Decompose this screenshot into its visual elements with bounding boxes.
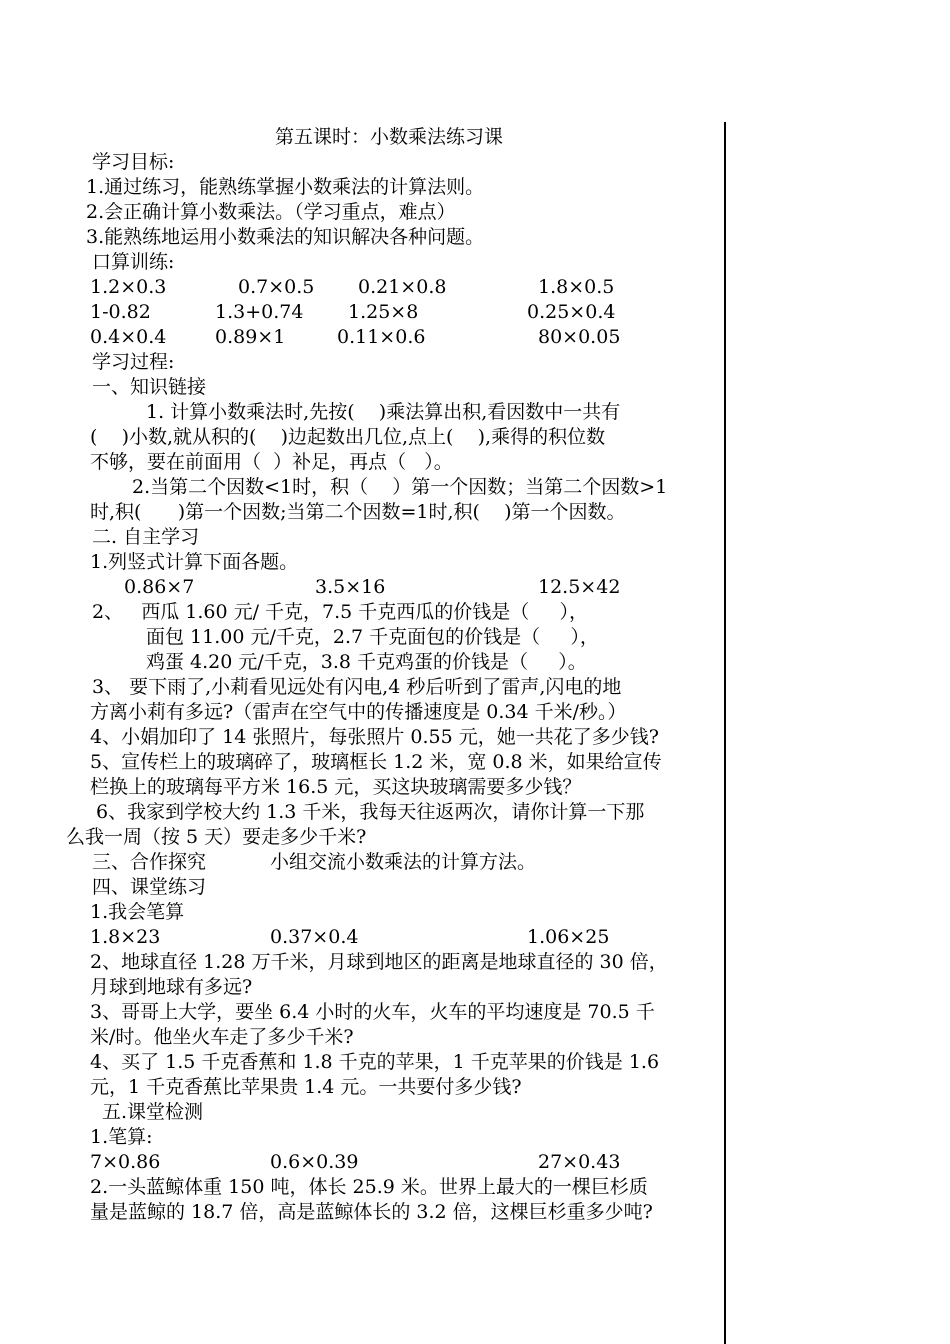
section-2-line: 6、我家到学校大约 1.3 千米，我每天往返两次，请你计算一下那	[96, 801, 645, 823]
margin-rule	[724, 122, 726, 1344]
calc-item: 12.5×42	[538, 576, 621, 598]
calc-item: 1.06×25	[527, 926, 610, 948]
calc-item: 27×0.43	[538, 1151, 621, 1173]
calc-item: 0.86×7	[124, 576, 195, 598]
calc-item: 0.6×0.39	[270, 1151, 359, 1173]
objectives-heading: 学习目标:	[92, 151, 175, 173]
section-5-heading: 五.课堂检测	[102, 1101, 204, 1123]
section-2-line: 鸡蛋 4.20 元/千克，3.8 千克鸡蛋的价钱是（ ）。	[146, 651, 587, 673]
oral-item: 1.8×0.5	[538, 276, 615, 298]
section-4-line: 2、地球直径 1.28 万千米，月球到地区的距离是地球直径的 30 倍，	[90, 951, 668, 973]
section-1-line: 2.当第二个因数<1时，积（ ）第一个因数；当第二个因数>1	[132, 476, 668, 498]
section-5-question: 1.笔算:	[90, 1126, 153, 1148]
section-2-line: 面包 11.00 元/千克，2.7 千克面包的价钱是（ ），	[146, 626, 599, 648]
section-4-line: 米/时。他坐火车走了多少千米?	[90, 1026, 354, 1048]
calc-item: 7×0.86	[90, 1151, 161, 1173]
oral-item: 1.25×8	[348, 301, 419, 323]
oral-item: 0.21×0.8	[358, 276, 447, 298]
section-4-line: 月球到地球有多远?	[90, 976, 253, 998]
section-4-line: 3、哥哥上大学，要坐 6.4 小时的火车，火车的平均速度是 70.5 千	[90, 1001, 655, 1023]
page-title: 第五课时：小数乘法练习课	[275, 126, 504, 148]
section-4-line: 4、买了 1.5 千克香蕉和 1.8 千克的苹果，1 千克苹果的价钱是 1.6	[90, 1051, 660, 1073]
section-2-question: 1.列竖式计算下面各题。	[90, 551, 299, 573]
section-2-line: 栏换上的玻璃每平方米 16.5 元，买这块玻璃需要多少钱？	[90, 776, 582, 798]
section-1-heading: 一、知识链接	[92, 376, 207, 398]
section-2-line: 4、小娟加印了 14 张照片，每张照片 0.55 元，她一共花了多少钱?	[90, 726, 659, 748]
objective-1: 1.通过练习，能熟练掌握小数乘法的计算法则。	[86, 176, 485, 198]
oral-heading: 口算训练:	[92, 251, 175, 273]
section-2-line: 3、 要下雨了,小莉看见远处有闪电,4 秒后听到了雷声,闪电的地	[92, 676, 622, 698]
objective-2: 2.会正确计算小数乘法。（学习重点，难点）	[86, 201, 456, 223]
section-2-line: 2、 西瓜 1.60 元/ 千克，7.5 千克西瓜的价钱是（ ），	[92, 601, 588, 623]
oral-item: 0.89×1	[215, 326, 286, 348]
section-1-line: 不够，要在前面用（ ）补足，再点（ ）。	[90, 451, 453, 473]
oral-item: 1-0.82	[90, 301, 151, 323]
oral-item: 1.2×0.3	[90, 276, 167, 298]
section-3-text: 小组交流小数乘法的计算方法。	[270, 851, 537, 873]
oral-item: 0.11×0.6	[337, 326, 426, 348]
section-3-heading: 三、合作探究	[92, 851, 207, 873]
section-4-question: 1.我会笔算	[90, 901, 185, 923]
section-1-line: 时,积( )第一个因数;当第二个因数=1时,积( )第一个因数。	[90, 501, 626, 523]
section-1-line: ( )小数,就从积的( )边起数出几位,点上( ),乘得的积位数	[90, 426, 606, 448]
objective-3: 3.能熟练地运用小数乘法的知识解决各种问题。	[86, 226, 485, 248]
section-4-heading: 四、课堂练习	[92, 876, 207, 898]
section-1-line: 1. 计算小数乘法时,先按( )乘法算出积,看因数中一共有	[146, 401, 621, 423]
oral-item: 0.4×0.4	[90, 326, 167, 348]
section-4-line: 元，1 千克香蕉比苹果贵 1.4 元。一共要付多少钱?	[90, 1076, 522, 1098]
oral-item: 80×0.05	[538, 326, 621, 348]
calc-item: 0.37×0.4	[270, 926, 359, 948]
section-2-line: 么我一周（按 5 天）要走多少千米?	[66, 826, 367, 848]
oral-item: 1.3+0.74	[215, 301, 304, 323]
process-heading: 学习过程:	[92, 351, 175, 373]
oral-item: 0.25×0.4	[527, 301, 616, 323]
calc-item: 1.8×23	[90, 926, 161, 948]
section-5-line: 量是蓝鲸的 18.7 倍，高是蓝鲸体长的 3.2 倍，这棵巨杉重多少吨?	[90, 1201, 653, 1223]
oral-item: 0.7×0.5	[238, 276, 315, 298]
section-2-line: 5、宣传栏上的玻璃碎了，玻璃框长 1.2 米，宽 0.8 米，如果给宣传	[90, 751, 662, 773]
section-5-line: 2.一头蓝鲸体重 150 吨，体长 25.9 米。世界上最大的一棵巨杉质	[90, 1176, 648, 1198]
calc-item: 3.5×16	[315, 576, 386, 598]
section-2-heading: 二. 自主学习	[92, 526, 200, 548]
section-2-line: 方离小莉有多远?（雷声在空气中的传播速度是 0.34 千米/秒。）	[90, 701, 627, 723]
